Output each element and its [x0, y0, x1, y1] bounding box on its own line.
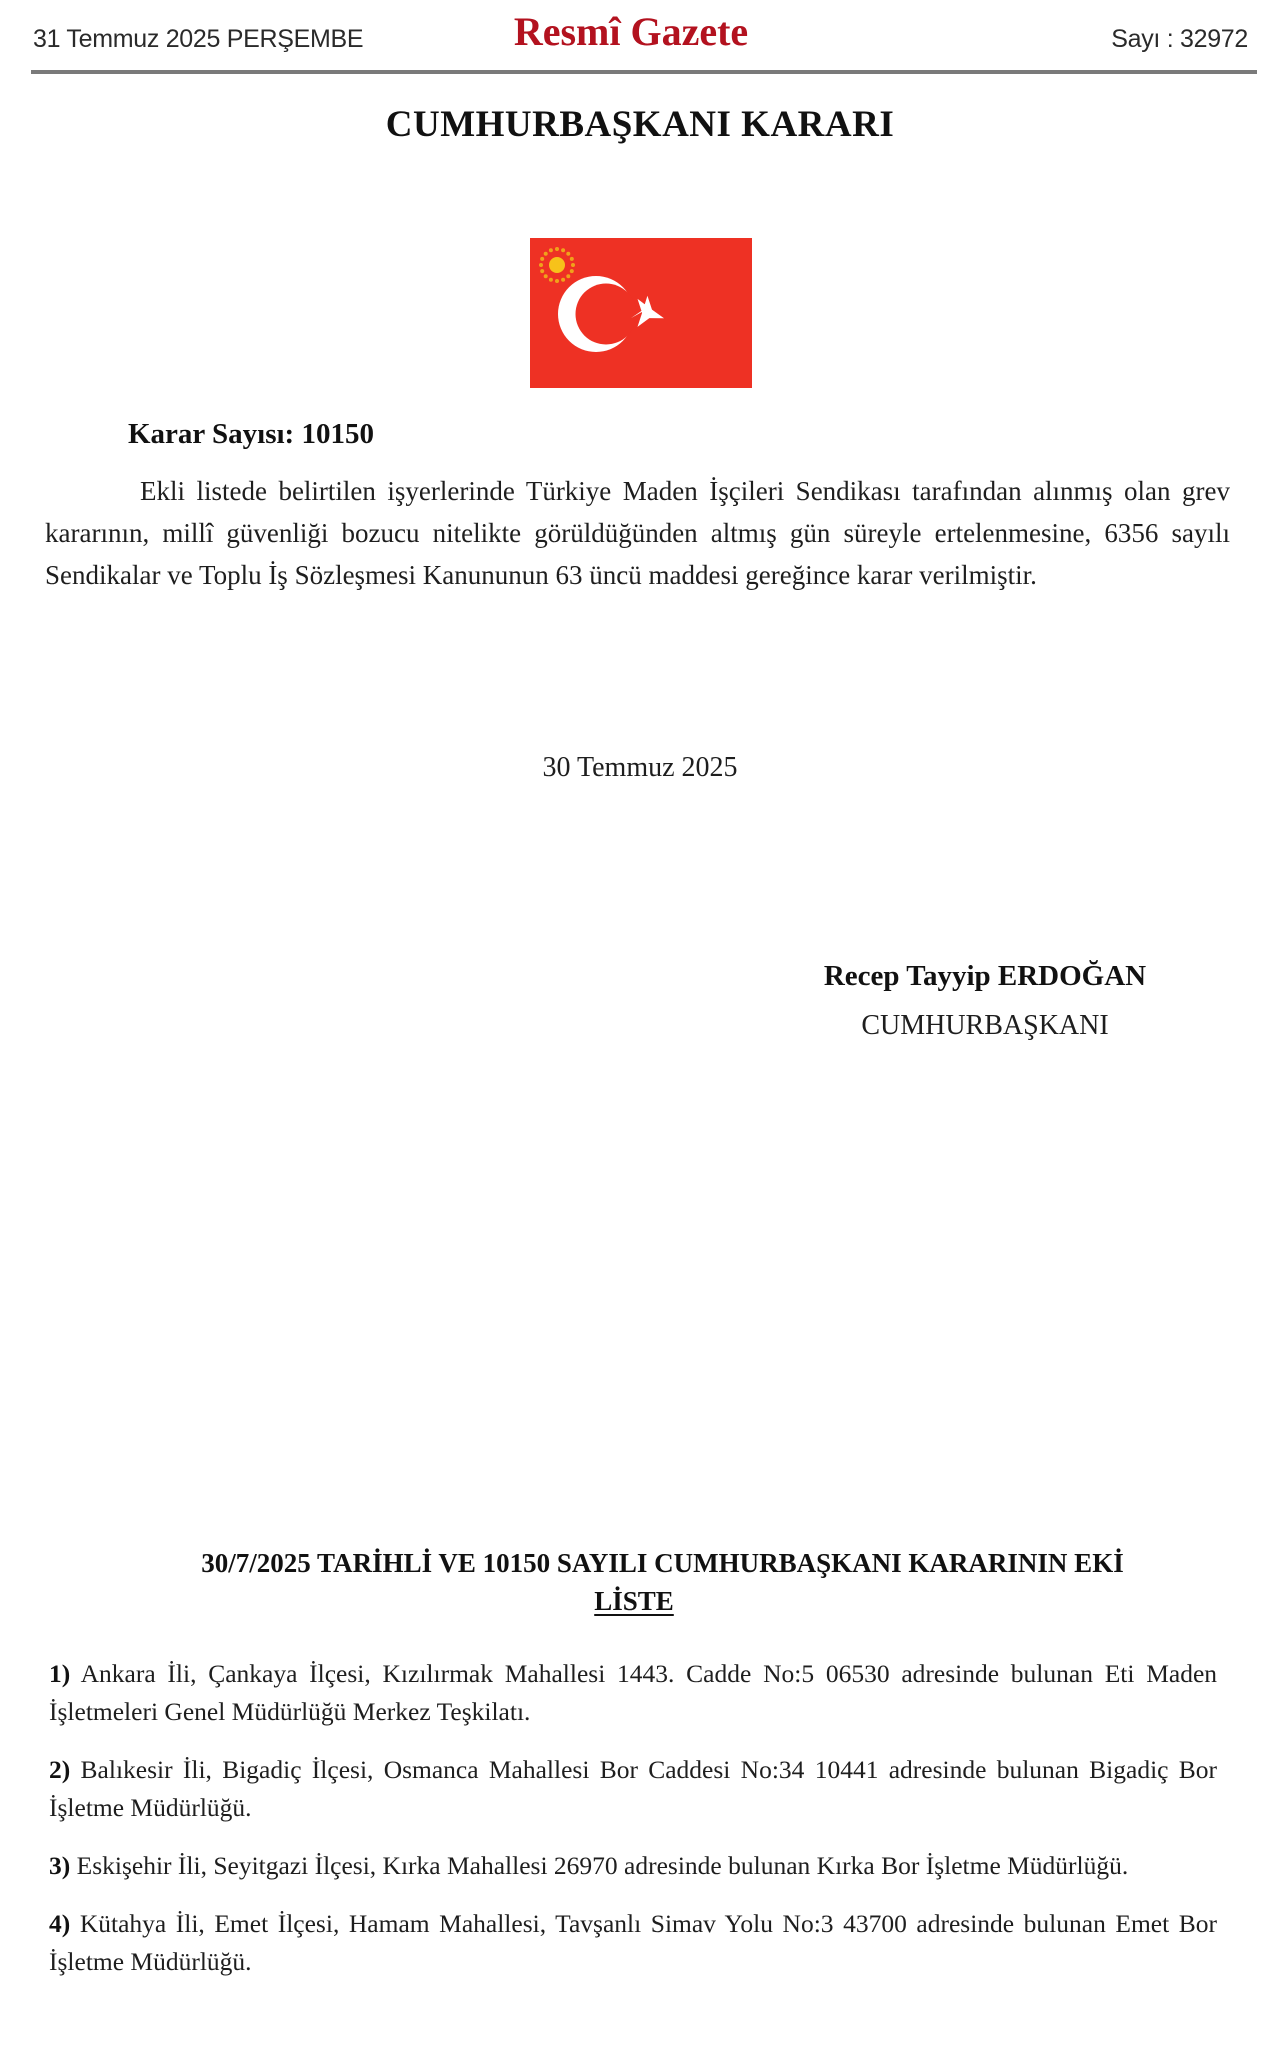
decision-date: 30 Temmuz 2025 [542, 752, 738, 783]
signatory-title: CUMHURBAŞKANI [861, 1010, 1109, 1041]
list-item-number: 1) [49, 1659, 71, 1688]
list-item [49, 1655, 1217, 1731]
document-title: CUMHURBAŞKANI KARARI [385, 104, 895, 145]
list-item-number: 2) [49, 1755, 71, 1784]
turkish-presidential-flag-icon [530, 238, 752, 388]
gazette-masthead [0, 8, 1280, 55]
annex-subtitle: LİSTE [594, 1586, 674, 1616]
gazette-title: Resmî Gazete [513, 9, 749, 54]
list-item-number: 3) [49, 1851, 71, 1880]
header-divider [31, 70, 1257, 74]
list-item-text: Ankara İli, Çankaya İlçesi, Kızılırmak Mahallesi 1443. Cadde No:5 06530 adresinde bulunan Eti Maden İşletmeleri Genel Müdürlüğü Merkez Teşkilatı. [49, 1659, 1218, 1726]
list-item [49, 1905, 1217, 1981]
signatory-name: Recep Tayyip ERDOĞAN [823, 960, 1147, 992]
list-item-number: 4) [49, 1909, 71, 1938]
annex-list [49, 1655, 1217, 2001]
list-item [49, 1751, 1217, 1827]
gazette-issue-number: Sayı : 32972 [1111, 25, 1248, 53]
decision-number: Karar Sayısı: 10150 [128, 418, 374, 450]
list-item-text: Kütahya İli, Emet İlçesi, Hamam Mahallesi, Tavşanlı Simav Yolu No:3 43700 adresinde bulunan Emet Bor İşletme Müdürlüğü. [49, 1909, 1218, 1976]
annex-title: 30/7/2025 TARİHLİ VE 10150 SAYILI CUMHURBAŞKANI KARARININ EKİ [201, 1548, 1124, 1578]
decision-body: Ekli listede belirtilen işyerlerinde Türkiye Maden İşçileri Sendikası tarafından alınmış olan grev kararının, millî güvenliği bozucu nitelikte görüldüğünden altmış gün süreyle ertelenmesine, 6356 sayılı Sendikalar ve Toplu İş Sözleşmesi Kanununun 63 üncü maddesi gereğince karar verilmiştir. [45, 476, 1230, 590]
gazette-date: 31 Temmuz 2025 PERŞEMBE [33, 25, 364, 53]
list-item-text: Balıkesir İli, Bigadiç İlçesi, Osmanca Mahallesi Bor Caddesi No:34 10441 adresinde bulunan Bigadiç Bor İşletme Müdürlüğü. [49, 1755, 1217, 1822]
list-item-text: Eskişehir İli, Seyitgazi İlçesi, Kırka Mahallesi 26970 adresinde bulunan Kırka Bor İşletme Müdürlüğü. [76, 1851, 1129, 1880]
list-item [49, 1847, 1217, 1885]
